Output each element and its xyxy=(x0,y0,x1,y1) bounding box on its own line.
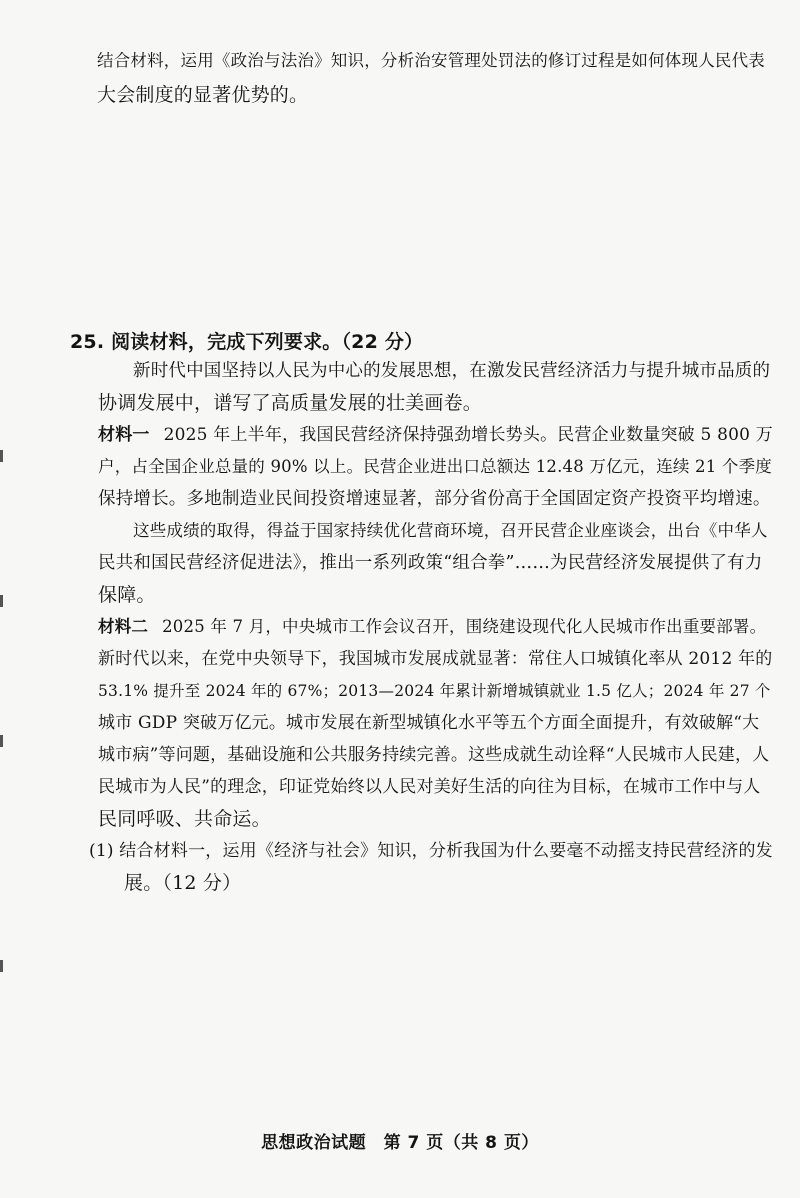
binding-mark xyxy=(0,450,3,462)
intro-line-1: 新时代中国坚持以人民为中心的发展思想，在激发民营经济活力与提升城市品质的 xyxy=(133,361,771,381)
material-2-line-1: 材料二 2025 年 7 月，中央城市工作会议召开，围绕建设现代化人民城市作出重要部署。 xyxy=(98,617,767,636)
material-1-line-5: 民共和国民营经济促进法》，推出一系列政策“组合拳”……为民营经济发展提供了有力 xyxy=(98,553,763,573)
material-2-line-2: 新时代以来，在党中央领导下，我国城市发展成就显著：常住人口城镇化率从 2012 年的 xyxy=(98,649,773,669)
material-1-line-6: 保障。 xyxy=(98,584,156,606)
material-2-line-5: 城市病”等问题，基础设施和公共服务持续完善。这些成就生动诠释“人民城市人民建，人 xyxy=(98,745,770,765)
material-1-line-3: 保持增长。多地制造业民间投资增速显著，部分省份高于全国固定资产投资平均增速。 xyxy=(98,489,771,509)
material-2-line-6: 民城市为人民”的理念，印证党始终以人民对美好生活的向往为目标，在城市工作中与人 xyxy=(98,777,761,797)
material-1-line-1: 材料一 2025 年上半年，我国民营经济保持强劲增长势头。民营企业数量突破 5 800 万 xyxy=(98,425,773,445)
prev-question-line-2: 大会制度的显著优势的。 xyxy=(97,84,309,106)
page-footer: 思想政治试题 第 7 页（共 8 页） xyxy=(261,1133,539,1153)
material-1-label: 材料一 xyxy=(98,425,150,445)
material-2-line-3: 53.1% 提升至 2024 年的 67%；2013—2024 年累计新增城镇就业 1.5 亿人；2024 年 27 个 xyxy=(98,682,771,700)
binding-mark xyxy=(0,960,3,972)
sub-question-1-line-2: 展。（12 分） xyxy=(124,872,242,894)
question-25-header: 25. 阅读材料，完成下列要求。（22 分） xyxy=(70,331,424,353)
intro-line-2: 协调发展中，谱写了高质量发展的壮美画卷。 xyxy=(98,392,483,414)
material-1-line-2: 户，占全国企业总量的 90% 以上。民营企业进出口总额达 12.48 万亿元，连续 21 个季度 xyxy=(98,457,772,476)
prev-question-line-1: 结合材料，运用《政治与法治》知识，分析治安管理处罚法的修订过程是如何体现人民代表 xyxy=(97,51,765,70)
material-2-label: 材料二 xyxy=(98,617,149,636)
material-1-line-4: 这些成绩的取得，得益于国家持续优化营商环境，召开民营企业座谈会，出台《中华人 xyxy=(133,521,768,540)
material-2-line-4: 城市 GDP 突破万亿元。城市发展在新型城镇化水平等五个方面全面提升，有效破解“大 xyxy=(98,713,760,733)
material-2-line-7: 民同呼吸、共命运。 xyxy=(98,808,271,830)
binding-mark xyxy=(0,595,3,607)
binding-mark xyxy=(0,735,3,747)
sub-question-1-line-1: (1) 结合材料一，运用《经济与社会》知识，分析我国为什么要毫不动摇支持民营经济的发 xyxy=(89,841,773,861)
